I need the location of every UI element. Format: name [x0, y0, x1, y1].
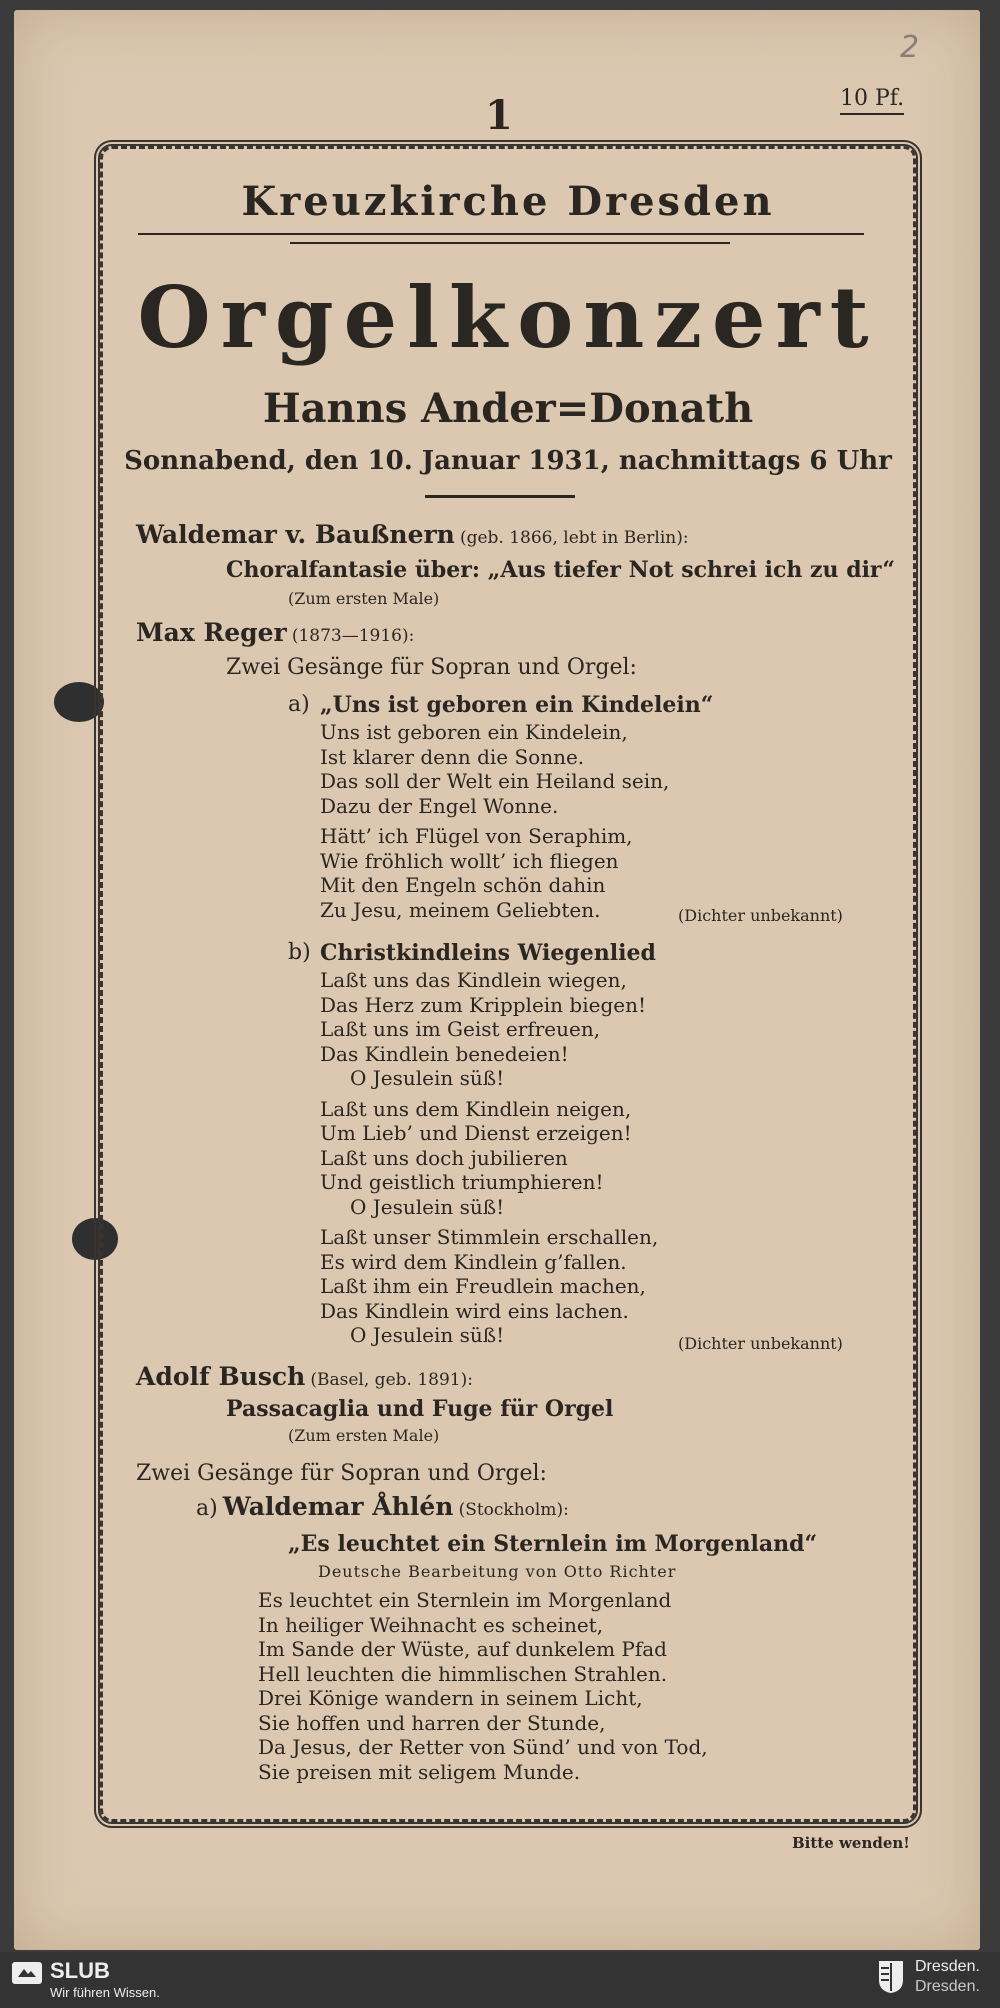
- work-title: Choralfantasie über: „Aus tiefer Not schrei ich zu dir“: [226, 557, 895, 583]
- work-intro: Zwei Gesänge für Sopran und Orgel:: [136, 1461, 547, 1486]
- song-title: „Uns ist geboren ein Kindelein“: [320, 692, 714, 718]
- poet-note: (Dichter unbekannt): [678, 906, 843, 925]
- footer-bar: [0, 1952, 1000, 2008]
- lyric-line: O Jesulein süß!: [350, 1066, 505, 1090]
- song-marker: a): [288, 692, 310, 717]
- turn-over-note: Bitte wenden!: [792, 1834, 910, 1852]
- work-intro: Zwei Gesänge für Sopran und Orgel:: [226, 655, 637, 680]
- lyric-line: Hell leuchten die himmlischen Strahlen.: [258, 1661, 668, 1686]
- divider-short: [425, 495, 575, 498]
- lyric-line: Zu Jesu, meinem Geliebten.: [320, 897, 601, 922]
- dresden-wordmark-reflection: Dresden.: [915, 1978, 980, 1995]
- lyric-line: Mit den Engeln schön dahin: [320, 873, 606, 897]
- lyric-line: Das Kindlein wird eins lachen.: [320, 1298, 629, 1323]
- lyric-line: Es leuchtet ein Sternlein im Morgenland: [258, 1588, 672, 1612]
- arrangement-note: Deutsche Bearbeitung von Otto Richter: [318, 1562, 677, 1581]
- lyric-line: Das Herz zum Kripplein biegen!: [320, 992, 647, 1017]
- lyric-line: Das Kindlein benedeien!: [320, 1041, 569, 1066]
- composer-info: (Basel, geb. 1891):: [310, 1370, 473, 1390]
- program-entry: [196, 1492, 569, 1521]
- lyric-line: Im Sande der Wüste, auf dunkelem Pfad: [258, 1637, 667, 1661]
- slub-logo-icon: [12, 1962, 42, 1984]
- composer-info: (1873—1916):: [291, 626, 415, 646]
- composer-name: Max Reger: [136, 618, 287, 647]
- composer-info: (geb. 1866, lebt in Berlin):: [459, 528, 689, 548]
- lyric-line: Laßt ihm ein Freudlein machen,: [320, 1274, 646, 1298]
- pencil-page-mark: 2: [900, 30, 920, 65]
- slub-tagline: Wir führen Wissen.: [50, 1985, 160, 2000]
- lyric-line: Hätt’ ich Flügel von Seraphim,: [320, 824, 633, 848]
- lyric-line: Drei Könige wandern in seinem Licht,: [258, 1686, 643, 1710]
- work-title: Passacaglia und Fuge für Orgel: [226, 1396, 614, 1422]
- song-lyrics: [320, 720, 669, 922]
- divider-line: [138, 233, 864, 235]
- lyric-line: Laßt uns dem Kindlein neigen,: [320, 1096, 632, 1121]
- composer-name: Waldemar v. Baußnern: [136, 520, 455, 549]
- song-marker: a): [196, 1496, 218, 1521]
- premiere-note: (Zum ersten Male): [288, 589, 440, 608]
- lyric-line: Sie hoffen und harren der Stunde,: [258, 1710, 606, 1735]
- divider-line: [290, 242, 730, 244]
- dresden-wordmark[interactable]: Dresden.: [915, 1958, 980, 1975]
- program-entry: [136, 520, 689, 549]
- lyric-line: Ist klarer denn die Sonne.: [320, 744, 585, 769]
- program-entry: [136, 1362, 473, 1391]
- song-lyrics: [320, 968, 658, 1348]
- lyric-line: O Jesulein süß!: [350, 1194, 505, 1219]
- lyric-line: In heiliger Weihnacht es scheinet,: [258, 1612, 604, 1637]
- lyric-line: Uns ist geboren ein Kindelein,: [320, 720, 628, 744]
- lyric-line: Sie preisen mit seligem Munde.: [258, 1759, 581, 1784]
- lyric-line: Laßt unser Stimmlein erschallen,: [320, 1225, 659, 1249]
- lyric-line: Wie fröhlich wollt’ ich fliegen: [320, 848, 619, 873]
- poet-note: (Dichter unbekannt): [678, 1334, 843, 1353]
- price: 10 Pf.: [840, 86, 904, 115]
- concert-date: Sonnabend, den 10. Januar 1931, nachmittags 6 Uhr: [124, 446, 892, 476]
- dresden-crest-icon: [878, 1960, 904, 1994]
- concert-title: Orgelkonzert: [137, 268, 879, 367]
- page-number: 1: [485, 92, 513, 139]
- lyric-line: Da Jesus, der Retter von Sünd’ und von Tod,: [258, 1735, 708, 1759]
- church-name: Kreuzkirche Dresden: [241, 178, 775, 225]
- lyric-line: Laßt uns doch jubilieren: [320, 1145, 568, 1170]
- premiere-note: (Zum ersten Male): [288, 1426, 440, 1445]
- lyric-line: Um Lieb’ und Dienst erzeigen!: [320, 1121, 632, 1145]
- song-title: Christkindleins Wiegenlied: [320, 940, 656, 966]
- composer-name: Waldemar Åhlén: [222, 1492, 454, 1521]
- song-title: „Es leuchtet ein Sternlein im Morgenland“: [288, 1531, 818, 1557]
- song-lyrics: [258, 1588, 708, 1784]
- composer-info: (Stockholm):: [458, 1500, 569, 1520]
- lyric-line: Laßt uns das Kindlein wiegen,: [320, 968, 627, 992]
- song-marker: b): [288, 940, 311, 965]
- program-entry: [136, 618, 414, 647]
- lyric-line: Und geistlich triumphieren!: [320, 1170, 604, 1194]
- slub-name[interactable]: SLUB: [50, 1958, 110, 1983]
- lyric-line: O Jesulein süß!: [350, 1323, 505, 1347]
- lyric-line: Laßt uns im Geist erfreuen,: [320, 1017, 601, 1041]
- lyric-line: Das soll der Welt ein Heiland sein,: [320, 769, 670, 793]
- lyric-line: Es wird dem Kindlein g’fallen.: [320, 1249, 627, 1274]
- lyric-line: Dazu der Engel Wonne.: [320, 793, 559, 818]
- composer-name: Adolf Busch: [136, 1362, 306, 1391]
- performer-name: Hanns Ander=Donath: [262, 385, 754, 432]
